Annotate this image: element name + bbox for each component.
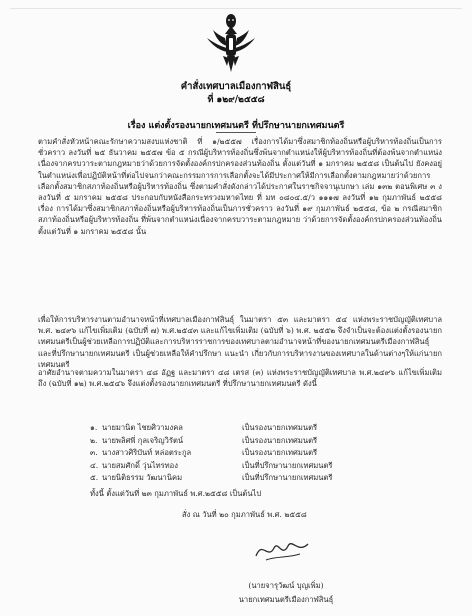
appointee-number: ๓. (90, 448, 98, 458)
paragraph-1: ตามคำสั่งหัวหน้าคณะรักษาความสงบแห่งชาติ ที่ ๑/๒๕๕๗ เรื่องการได้มาซึ่งสมาชิกท้องถิ่นหรือผู้บริหารท้องถิ่นเป็นการชั่วคราว ลงวันที่ ๒๕ ธันวาคม ๒๕๕๗ ข้อ ๕ กรณีผู้บริหารท้องถิ่นซึ่งพ้นจากตำแหน่งให้ผู้บริหารท้องถิ่นที่ต้องพ้นจากตำแหน่ง เนื่องจากครบวาระตามกฎหมายว่าด้วยการจัดตั้งองค์กรปกครองส่วนท้องถิ่น ตั้งแต่วันที่ ๑ มกราคม ๒๕๕๘ เป็นต้นไป ยังคงอยู่ในตำแหน่งเพื่อปฏิบัติหน้าที่ต่อไปจนกว่าคณะกรรมการการเลือกตั้งจะได้มีประกาศให้มีการเลือกตั้งตามกฎหมายว่าด้วยการเลือกตั้งสมาชิกสภาท้องถิ่นหรือผู้บริหารท้องถิ่น ซึ่งตามคำสั่งดังกล่าวได้ประกาศในราชกิจจานุเบกษา เล่ม ๑๓๒ ตอนพิเศษ ๓ ง ลงวันที่ ๕ มกราคม ๒๕๕๘ ประกอบกับหนังสือกระทรวงมหาดไทย ที่ มท ๐๘๐๔.๕/ว ๑๑๑๗ ลงวันที่ ๑๒ กุมภาพันธ์ ๒๕๕๘ เรื่อง การได้มาซึ่งสมาชิกสภาท้องถิ่นหรือผู้บริหารท้องถิ่นเป็นการชั่วคราว ลงวันที่ ๑๙ กุมภาพันธ์ ๒๕๕๘, ข้อ ๒ กรณีสมาชิกสภาท้องถิ่นหรือผู้บริหารท้องถิ่น ที่พ้นจากตำแหน่งเนื่องจากครบวาระตามกฎหมาย ว่าด้วยการจัดตั้งองค์กรปกครองส่วนท้องถิ่น ตั้งแต่วันที่ ๑ มกราคม ๒๕๕๘ นั้น (38, 137, 442, 236)
appointee-number: ๑. (90, 423, 98, 432)
effective-date: ทั้งนี้ ตั้งแต่วันที่ ๒๓ กุมภาพันธ์ พ.ศ.๒๕๕๘ เป็นต้นไป (90, 489, 262, 498)
appointee-number: ๒. (90, 435, 98, 445)
appointee-name: นายพลิศพี่ กุลเจริญวิรัตน์ (102, 435, 184, 445)
appointee-number: ๕. (90, 473, 99, 483)
subject-rule (216, 132, 256, 133)
list-item (90, 460, 410, 473)
appointee-list (90, 422, 410, 485)
signed-date: สั่ง ณ วันที่ ๒๐ กุมภาพันธ์ พ.ศ. ๒๕๕๘ (182, 510, 307, 519)
appointee-role: เป็นที่ปรึกษานายกเทศมนตรี (242, 460, 333, 470)
appointee-name: นายนิติธรรม วัฒนานิคม (102, 473, 183, 483)
list-item (90, 435, 410, 448)
appointee-name: นายมานิต ไชยศิวามงคล (102, 423, 183, 432)
paragraph-2: เพื่อให้การบริหารงานตามอำนาจหน้าที่เทศบาลเมืองกาฬสินธุ์ ในมาตรา ๕๓ และมาตรา ๕๔ แห่งพระราชบัญญัติเทศบาล พ.ศ. ๒๔๙๖ แก้ไขเพิ่มเติม (ฉบับที่ ๗) พ.ศ.๒๕๔๓ และแก้ไขเพิ่มเติม (ฉบับที่ ๖) พ.ศ. ๒๕๕๒ จึงจำเป็นจะต้องแต่งตั้งรองนายกเทศมนตรีเป็นผู้ช่วยเหลือการปฏิบัติและการบริหารราชการของเทศบาลตามอำนาจหน้าที่ของนายกเทศมนตรีเมืองกาฬสินธุ์ และที่ปรึกษานายกเทศมนตรี เป็นผู้ช่วยเหลือให้คำปรึกษา แนะนำ เกี่ยวกับการบริหารงานของเทศบาลในด้านต่างๆให้แก่นายกเทศมนตรี (38, 315, 442, 369)
scan-edge (10, 0, 462, 9)
list-item (90, 422, 410, 435)
appointee-role: เป็นรองนายกเทศมนตรี (242, 435, 318, 445)
appointee-name: นางสาวศิริบันท์ หล่อตระกูล (102, 448, 192, 458)
order-number: ที่ ๑๒๙/๒๕๕๘ (207, 95, 265, 105)
order-title: คำสั่งเทศบาลเมืองกาฬสินธุ์ (180, 81, 292, 92)
appointee-role: เป็นรองนายกเทศมนตรี (242, 448, 318, 458)
paragraph-3: อาศัยอำนาจตามความในมาตรา ๔๘ อัฏฐ และมาตรา ๔๘ เตรส (๓) แห่งพระราชบัญญัติเทศบาล พ.ศ.๒๔๙๖ แก้ไขเพิ่มเติมถึง (ฉบับที่ ๑๒) พ.ศ.๒๕๔๖ จึงแต่งตั้งรองนายกเทศมนตรี ที่ปรึกษานายกเทศมนตรี ดังนี้ (38, 368, 442, 389)
appointee-name: นายสมศักดิ์ วุ่นไทรทอง (102, 460, 178, 470)
signer-name: (นายจารุวัฒน์ บุญเพิ่ม) (248, 581, 324, 590)
list-item (90, 472, 410, 485)
garuda-emblem-icon (205, 12, 257, 74)
list-item (90, 447, 410, 460)
appointee-role: เป็นรองนายกเทศมนตรี (242, 423, 318, 432)
signer-title: นายกเทศมนตรีเมืองกาฬสินธุ์ (238, 595, 334, 604)
order-subject: เรื่อง แต่งตั้งรองนายกเทศมนตรี ที่ปรึกษานายกเทศมนตรี (127, 121, 345, 131)
appointee-number: ๔. (90, 460, 99, 470)
appointee-role: เป็นที่ปรึกษานายกเทศมนตรี (242, 473, 333, 483)
handwritten-signature-icon (252, 534, 312, 566)
